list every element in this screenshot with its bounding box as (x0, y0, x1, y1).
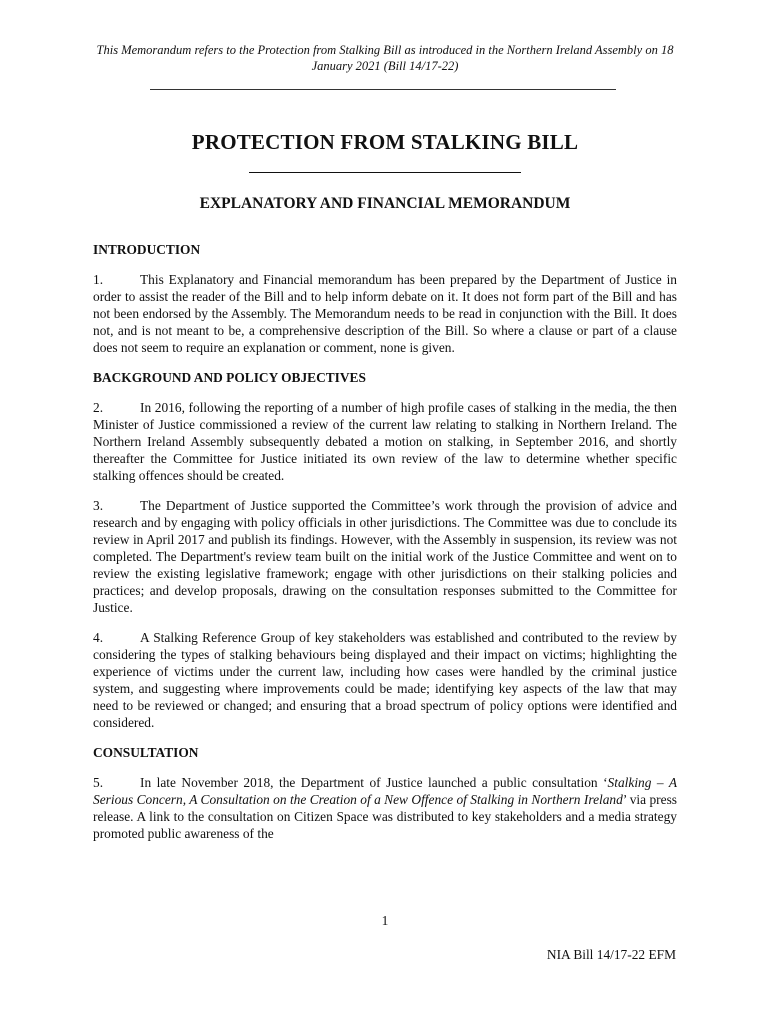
title-underline (249, 172, 521, 173)
consultation-title: Stalking – A Serious Concern, A Consultation on the Creation of a New Offence of Stalking in Northern Ireland (93, 775, 677, 807)
heading-background: BACKGROUND AND POLICY OBJECTIVES (93, 370, 366, 385)
paragraph-text: In 2016, following the reporting of a number of high profile cases of stalking in the media, the then Minister of Justice commissioned a review of the current law relating to stalking in Northern Ireland. The Northern Ireland Assembly subsequently debated a motion on stalking, in September 2016, and shortly thereafter the Committee for Justice initiated its own review of the law to determine whether specific stalking offences should be created. (93, 400, 677, 483)
paragraph-4 (93, 629, 677, 731)
paragraph-5 (93, 774, 677, 842)
page-number: 1 (381, 913, 389, 928)
paragraph-text: A Stalking Reference Group of key stakeholders was established and contributed to the review by considering the types of stalking behaviours being displayed and their impact on victims; highlighting the experience of victims under the current law, including how cases were handled by the criminal justice system, and suggesting where improvements could be made; identifying key aspects of the law that may need to be reviewed or changed; and ensuring that a broad spectrum of policy options were identified and considered. (93, 630, 677, 730)
paragraph-number: 1. (93, 272, 104, 287)
paragraph-3 (93, 497, 677, 616)
paragraph-text-continued: ’ via press release. A link to the consultation on Citizen Space was distributed to key stakeholders and a media strategy promoted public awareness of the (93, 792, 677, 841)
paragraph-text: The Department of Justice supported the Committee’s work through the provision of advice and research and by engaging with policy officials in other jurisdictions. The Committee was due to conclude its review in April 2017 and publish its findings. However, with the Assembly in suspension, its review was not completed. The Department's review team built on the initial work of the Justice Committee and went on to review the existing legislative framework; engage with other jurisdictions on their stalking policies and practices; and develop proposals, drawing on the consultation responses submitted to the Committee for Justice. (93, 498, 677, 615)
body-text (93, 241, 677, 842)
header-divider (150, 89, 616, 90)
header-note: This Memorandum refers to the Protection from Stalking Bill as introduced in the Northern Ireland Assembly on 18 January 2021 (Bill 14/17-22) (96, 43, 674, 73)
heading-consultation: CONSULTATION (93, 745, 199, 760)
paragraph-number: 5. (93, 775, 104, 790)
footer-reference: NIA Bill 14/17-22 EFM (546, 947, 676, 962)
heading-introduction: INTRODUCTION (93, 242, 201, 257)
paragraph-text: In late November 2018, the Department of Justice launched a public consultation ‘ (140, 775, 608, 790)
paragraph-number: 3. (93, 498, 104, 513)
document-title: PROTECTION FROM STALKING BILL (191, 130, 579, 154)
document-subtitle: EXPLANATORY AND FINANCIAL MEMORANDUM (199, 195, 571, 212)
paragraph-number: 2. (93, 400, 104, 415)
paragraph-number: 4. (93, 630, 104, 645)
paragraph-1 (93, 271, 677, 356)
paragraph-text: This Explanatory and Financial memorandum has been prepared by the Department of Justice in order to assist the reader of the Bill and to help inform debate on it. It does not form part of the Bill and has not been endorsed by the Assembly. The Memorandum needs to be read in conjunction with the Bill. It does not, and is not meant to be, a comprehensive description of the Bill. So where a clause or part of a clause does not seem to require an explanation or comment, none is given. (93, 272, 677, 355)
paragraph-2 (93, 399, 677, 484)
